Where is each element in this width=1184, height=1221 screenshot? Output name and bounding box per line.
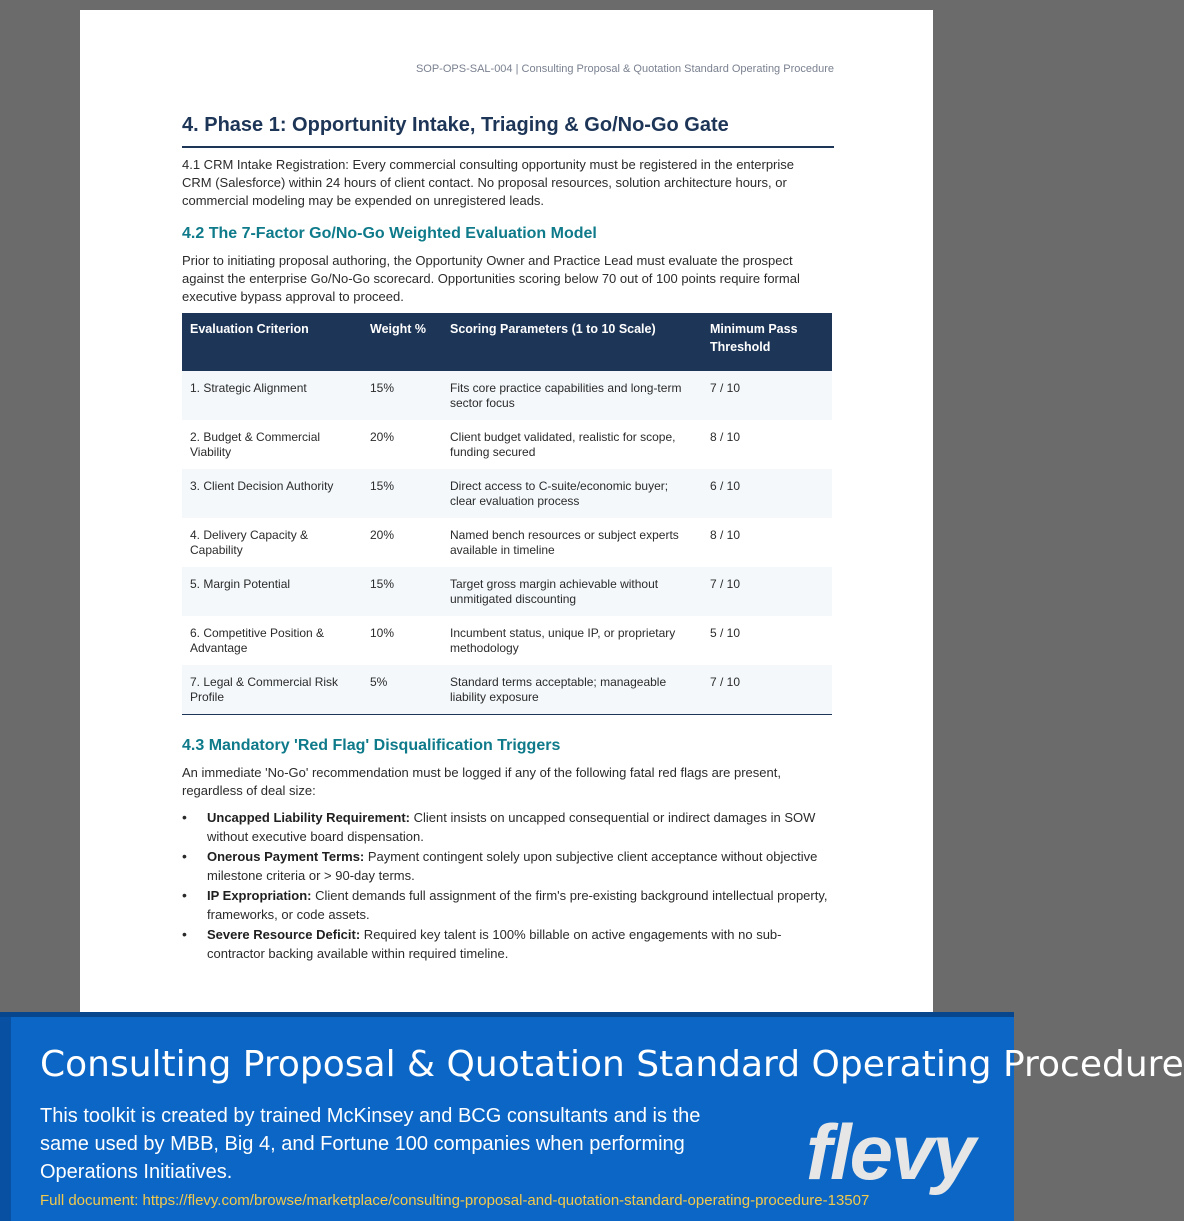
cell-threshold: 5 / 10 <box>710 626 741 640</box>
cell-weight: 10% <box>370 626 395 640</box>
banner-description: This toolkit is created by trained McKinsey and BCG consultants and is the same used by MBB, Big 4, and Fortune 100 companies when performing Operations Initiatives. <box>40 1105 701 1183</box>
full-document-link[interactable]: Full document: https://flevy.com/browse/marketplace/consulting-proposal-and-quotation-standard-operating-procedure-13507 <box>40 1192 870 1209</box>
cell-threshold: 7 / 10 <box>702 665 832 714</box>
cell-threshold: 8 / 10 <box>710 430 741 444</box>
subsection-42-paragraph: Prior to initiating proposal authoring, the Opportunity Owner and Practice Lead must evaluate the prospect against the enterprise Go/No-Go scorecard. Opportunities scoring below 70 out of 100 points require formal executive bypass approval to proceed. <box>182 253 800 304</box>
bullet-icon: • <box>182 887 187 903</box>
cell-criterion: 1. Strategic Alignment <box>182 371 362 420</box>
cell-parameters: Target gross margin achievable without unmitigated discounting <box>442 567 702 616</box>
red-flag-text: Required key talent is 100% billable on active engagements with no sub-contractor backing available within required timeline. <box>207 927 782 961</box>
table-row <box>182 469 832 518</box>
cell-threshold: 8 / 10 <box>710 528 741 542</box>
bullet-icon: • <box>182 848 187 864</box>
cell-criterion: 4. Delivery Capacity & Capability <box>190 528 309 557</box>
list-item <box>182 925 832 963</box>
document-page <box>80 10 933 1021</box>
flevy-logo[interactable]: flevy <box>806 1108 974 1196</box>
table-row <box>182 420 832 469</box>
red-flag-list <box>182 808 832 964</box>
cell-criterion: 2. Budget & Commercial Viability <box>190 430 321 459</box>
evaluation-table <box>182 313 832 715</box>
cell-weight: 20% <box>370 430 395 444</box>
list-item <box>182 808 832 846</box>
intake-paragraph: 4.1 CRM Intake Registration: Every commercial consulting opportunity must be registered in the enterprise CRM (Salesforce) within 24 hours of client contact. No proposal resources, solution architecture hours, or commercial modeling may be expended on unregistered leads. <box>182 157 795 208</box>
subsection-43-title: 4.3 Mandatory 'Red Flag' Disqualification Triggers <box>182 737 561 754</box>
red-flag-term: Uncapped Liability Requirement: <box>207 810 410 825</box>
list-item <box>182 847 832 885</box>
cell-parameters: Fits core practice capabilities and long-term sector focus <box>442 371 702 420</box>
table-row <box>182 518 832 567</box>
cell-weight: 5% <box>362 665 442 714</box>
cell-parameters: Standard terms acceptable; manageable liability exposure <box>442 665 702 714</box>
cell-threshold: 7 / 10 <box>702 567 832 616</box>
table-row <box>182 371 832 420</box>
header-criterion: Evaluation Criterion <box>182 313 362 371</box>
subsection-43-paragraph: An immediate 'No-Go' recommendation must be logged if any of the following fatal red flags are present, regardless of deal size: <box>182 765 781 798</box>
red-flag-term: Severe Resource Deficit: <box>207 927 361 942</box>
cell-parameters: Client budget validated, realistic for scope, funding secured <box>450 430 676 459</box>
cell-criterion: 7. Legal & Commercial Risk Profile <box>182 665 362 714</box>
red-flag-text: Client insists on uncapped consequential or indirect damages in SOW without executive board dispensation. <box>207 810 816 844</box>
red-flag-term: IP Expropriation: <box>207 888 312 903</box>
cell-weight: 15% <box>362 469 442 518</box>
red-flag-term: Onerous Payment Terms: <box>207 849 365 864</box>
cell-threshold: 7 / 10 <box>702 371 832 420</box>
promo-banner <box>0 1012 1184 1221</box>
banner-edge <box>0 1017 11 1221</box>
cell-criterion: 5. Margin Potential <box>182 567 362 616</box>
list-item <box>182 886 832 924</box>
section-title: 4. Phase 1: Opportunity Intake, Triaging & Go/No-Go Gate <box>182 114 834 148</box>
table-row <box>182 567 832 616</box>
header-parameters: Scoring Parameters (1 to 10 Scale) <box>442 313 702 371</box>
running-header: SOP-OPS-SAL-004 | Consulting Proposal & Quotation Standard Operating Procedure <box>415 63 834 75</box>
cell-parameters: Direct access to C-suite/economic buyer; clear evaluation process <box>442 469 702 518</box>
cell-weight: 20% <box>370 528 395 542</box>
cell-criterion: 3. Client Decision Authority <box>182 469 362 518</box>
banner-title: Consulting Proposal & Quotation Standard Operating Procedure <box>40 1044 1184 1085</box>
bullet-icon: • <box>182 926 187 942</box>
cell-criterion: 6. Competitive Position & Advantage <box>190 626 325 655</box>
subsection-42-title: 4.2 The 7-Factor Go/No-Go Weighted Evaluation Model <box>182 225 597 242</box>
cell-parameters: Incumbent status, unique IP, or proprietary methodology <box>450 626 676 655</box>
bullet-icon: • <box>182 809 187 825</box>
header-threshold: Minimum Pass Threshold <box>702 313 832 371</box>
cell-parameters: Named bench resources or subject experts available in timeline <box>450 528 679 557</box>
red-flag-text: Client demands full assignment of the firm's pre-existing background intellectual property, frameworks, or code assets. <box>207 888 828 922</box>
header-weight: Weight % <box>362 313 442 371</box>
table-row <box>182 616 832 665</box>
table-row <box>182 665 832 714</box>
cell-weight: 15% <box>362 371 442 420</box>
cell-threshold: 6 / 10 <box>702 469 832 518</box>
cell-weight: 15% <box>362 567 442 616</box>
red-flag-text: Payment contingent solely upon subjective client acceptance without objective milestone criteria or > 90-day terms. <box>207 849 818 883</box>
table-header-row <box>182 313 832 371</box>
